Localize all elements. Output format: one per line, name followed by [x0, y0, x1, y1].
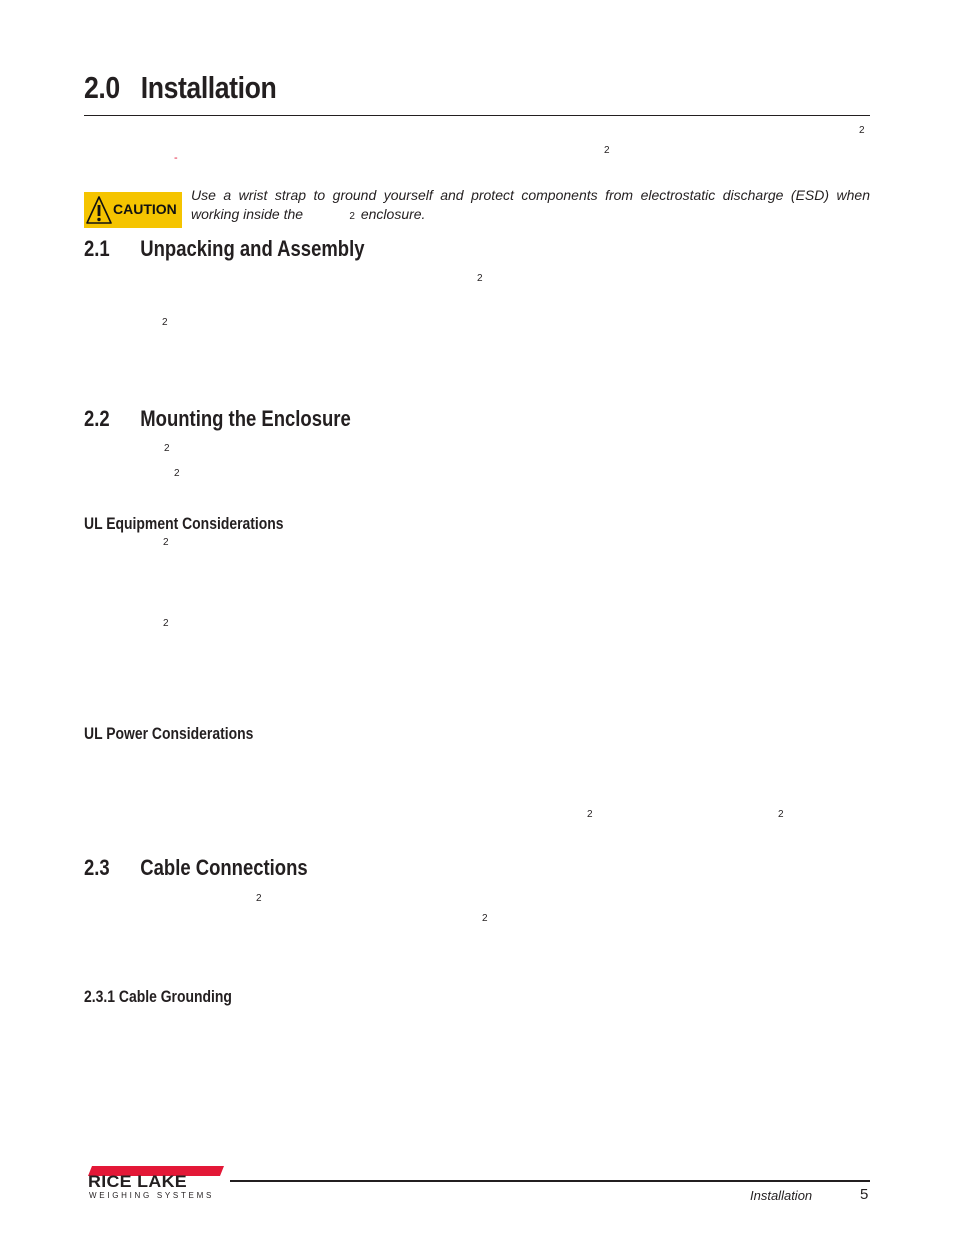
- warning-triangle-icon: [86, 194, 112, 226]
- section-2-2-number: 2.2: [84, 406, 110, 431]
- s23-sup-2: 2: [482, 913, 488, 924]
- page-title-number: 2.0: [84, 70, 120, 105]
- ul-power-sup-2: 2: [778, 809, 784, 820]
- caution-sup: 2: [349, 211, 355, 222]
- page-number: 5: [860, 1186, 869, 1203]
- caution-text-b: enclosure.: [360, 206, 426, 222]
- s23-sup-1: 2: [256, 893, 262, 904]
- ul-power-heading: UL Power Considerations: [84, 724, 254, 743]
- intro-sup-2: 2: [604, 145, 610, 156]
- ul-equip-sup-2: 2: [163, 618, 169, 629]
- title-rule: [84, 115, 870, 116]
- section-2-2-heading: [84, 406, 351, 432]
- ul-equip-sup-1: 2: [163, 537, 169, 548]
- footer-rule: [230, 1180, 870, 1182]
- caution-text: [191, 186, 870, 224]
- section-2-2-title: Mounting the Enclosure: [140, 406, 351, 431]
- intro-sup-1: 2: [859, 125, 865, 136]
- s22-sup-2: 2: [174, 468, 180, 479]
- footer-section-label: Installation: [750, 1188, 813, 1203]
- s21-sup-1: 2: [477, 273, 483, 284]
- page-title-text: Installation: [140, 70, 277, 105]
- section-2-1-heading: [84, 236, 364, 262]
- ul-equipment-heading: UL Equipment Considerations: [84, 514, 284, 533]
- ul-power-sup-1: 2: [587, 809, 593, 820]
- rice-lake-logo: [84, 1160, 230, 1205]
- section-2-3-heading: [84, 855, 308, 881]
- caution-label: CAUTION: [113, 201, 177, 217]
- section-2-3-1-heading: 2.3.1 Cable Grounding: [84, 987, 232, 1006]
- section-2-3-title: Cable Connections: [140, 855, 308, 880]
- logo-sub-text: WEIGHING SYSTEMS: [89, 1191, 214, 1200]
- s22-sup-1: 2: [164, 443, 170, 454]
- caution-badge: [84, 192, 182, 228]
- section-2-1-title: Unpacking and Assembly: [140, 236, 365, 261]
- logo-main-text: RICE LAKE: [88, 1172, 188, 1191]
- caution-text-a: Use a wrist strap to ground yourself and protect components from electrostatic discharge (ESD) when working inside the: [191, 187, 870, 222]
- s21-sup-2: 2: [162, 317, 168, 328]
- section-2-1-number: 2.1: [84, 236, 110, 261]
- intro-red-mark: -: [174, 152, 178, 164]
- section-2-3-number: 2.3: [84, 855, 110, 880]
- page-title: [84, 70, 276, 106]
